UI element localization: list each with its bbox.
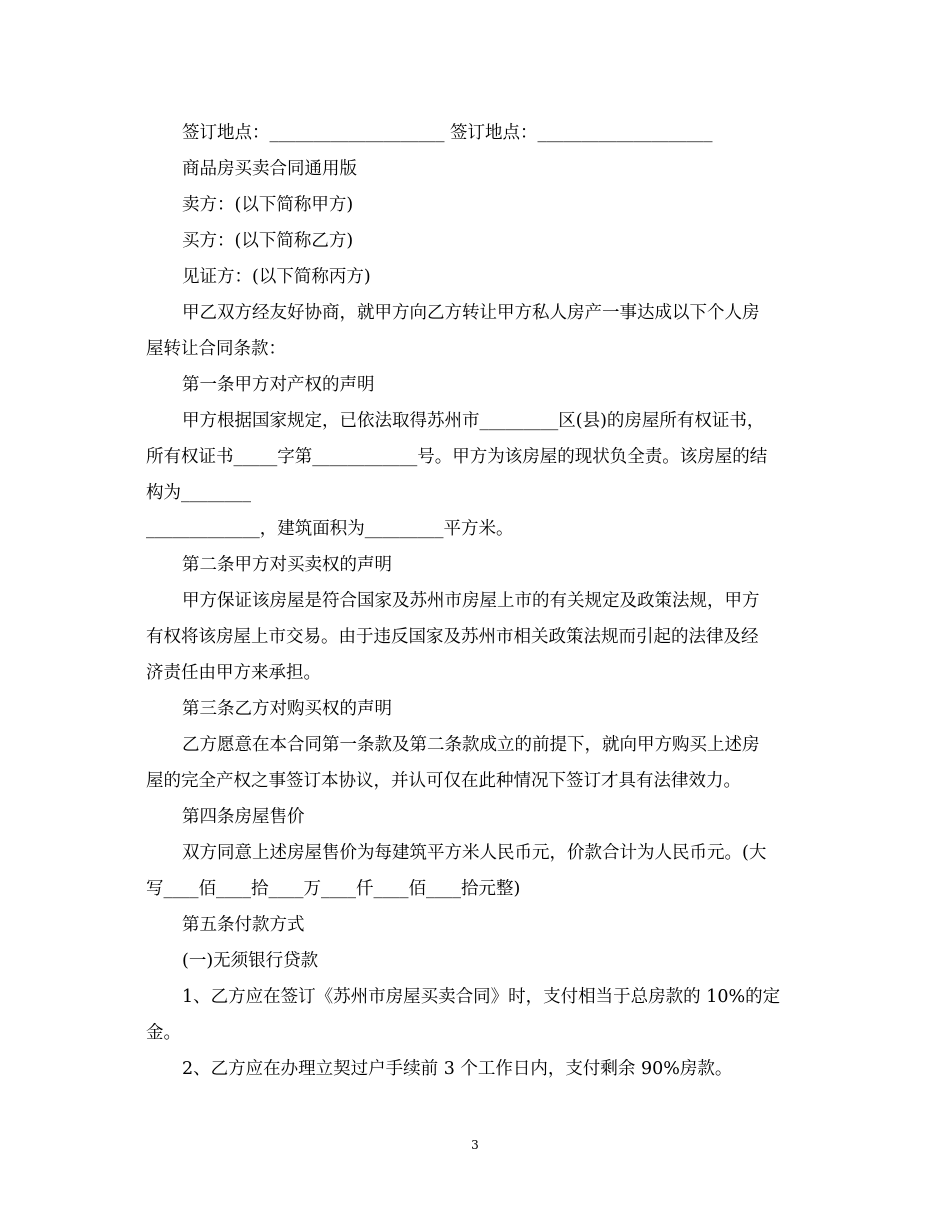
buyer-line: 买方：(以下简称乙方) <box>182 231 354 251</box>
witness-line: 见证方：(以下简称丙方) <box>182 267 371 287</box>
paragraph-line: 1、乙方应在签订《苏州市房屋买卖合同》时，支付相当于总房款的 10%的定 <box>182 987 781 1007</box>
subsection-heading: (一)无须银行贷款 <box>182 951 319 971</box>
paragraph-line: 甲方保证该房屋是符合国家及苏州市房屋上市的有关规定及政策法规，甲方 <box>182 591 760 611</box>
clause-heading: 第四条房屋售价 <box>182 807 305 827</box>
clause-heading: 第五条付款方式 <box>182 915 305 935</box>
paragraph-line: _____________，建筑面积为_________平方米。 <box>146 519 514 539</box>
paragraph-line: 金。 <box>146 1023 181 1043</box>
paragraph-line: 甲方根据国家规定，已依法取得苏州市_________区(县)的房屋所有权证书， <box>182 411 765 431</box>
clause-heading: 第二条甲方对买卖权的声明 <box>182 555 392 575</box>
clause-heading: 第三条乙方对购买权的声明 <box>182 699 392 719</box>
clause-heading: 第一条甲方对产权的声明 <box>182 375 375 395</box>
paragraph-line: 济责任由甲方来承担。 <box>146 663 321 683</box>
paragraph-line: 构为________ <box>146 483 251 503</box>
page-number: 3 <box>471 1138 479 1152</box>
signing-place-line: 签订地点：____________________ 签订地点：____________________ <box>182 123 713 143</box>
paragraph-line: 写____佰____拾____万____仟____佰____拾元整) <box>146 879 521 899</box>
paragraph-line: 2、乙方应在办理立契过户手续前 3 个工作日内，支付剩余 90%房款。 <box>182 1059 733 1079</box>
paragraph-line: 屋转让合同条款： <box>146 339 286 359</box>
seller-line: 卖方：(以下简称甲方) <box>182 195 354 215</box>
paragraph-line: 所有权证书_____字第____________号。甲方为该房屋的现状负全责。该房屋的结 <box>146 447 768 467</box>
paragraph-line: 有权将该房屋上市交易。由于违反国家及苏州市相关政策法规而引起的法律及经 <box>146 627 759 647</box>
paragraph-line: 屋的完全产权之事签订本协议，并认可仅在此种情况下签订才具有法律效力。 <box>146 771 741 791</box>
document-title: 商品房买卖合同通用版 <box>182 159 357 179</box>
paragraph-line: 乙方愿意在本合同第一条款及第二条款成立的前提下，就向甲方购买上述房 <box>182 735 760 755</box>
paragraph-line: 甲乙双方经友好协商，就甲方向乙方转让甲方私人房产一事达成以下个人房 <box>182 303 760 323</box>
paragraph-line: 双方同意上述房屋售价为每建筑平方米人民币元，价款合计为人民币元。(大 <box>182 843 767 863</box>
